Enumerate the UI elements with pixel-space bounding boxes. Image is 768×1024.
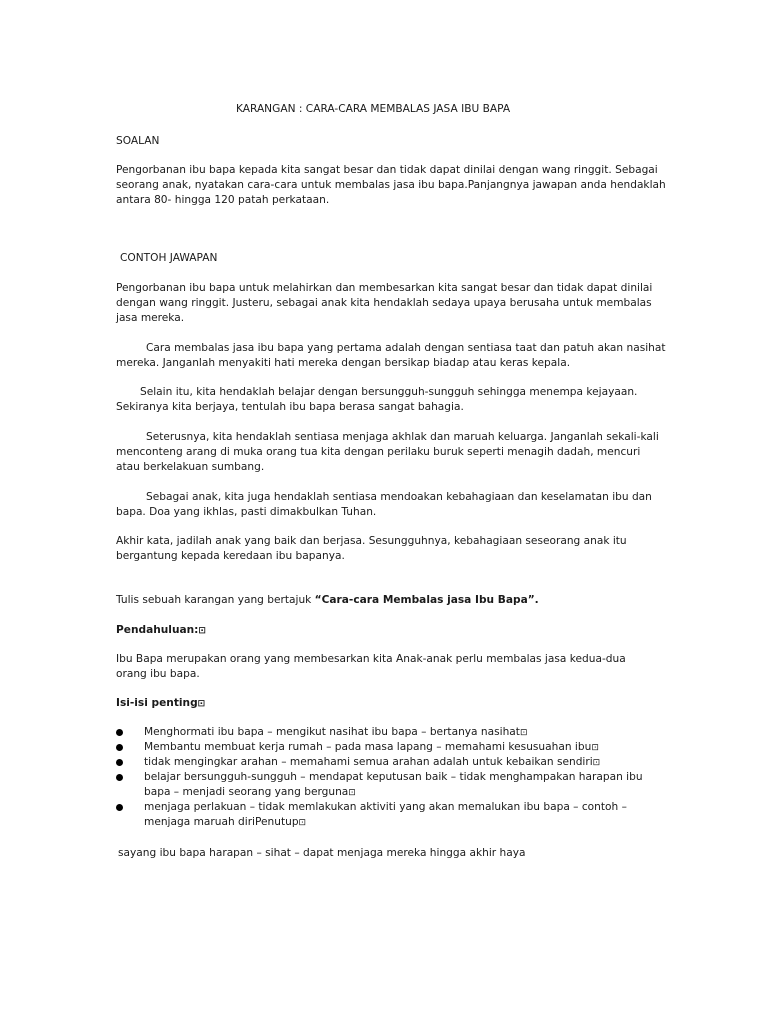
bullet-dot-icon — [116, 804, 123, 811]
paragraph-line: Akhir kata, jadilah anak yang baik dan berjasa. Sesungguhnya, kebahagiaan seseorang anak itu — [116, 535, 627, 547]
paragraph-line: Selain itu, kita hendaklah belajar dengan bersungguh-sungguh sehingga menempa kejayaan. — [140, 386, 638, 398]
soalan-heading: SOALAN — [116, 135, 160, 147]
soalan-line: Pengorbanan ibu bapa kepada kita sangat besar dan tidak dapat dinilai dengan wang ringgit. Sebagai — [116, 164, 658, 176]
isi-heading — [116, 696, 205, 712]
tulis-prefix: Tulis sebuah karangan yang bertajuk — [116, 594, 315, 606]
box-glyph-icon: ⊡ — [519, 728, 528, 738]
paragraph-line: Seterusnya, kita hendaklah sentiasa menjaga akhlak dan maruah keluarga. Janganlah sekali-kali — [146, 431, 659, 443]
paragraph-line: Sekiranya kita berjaya, tentulah ibu bapa berasa sangat bahagia. — [116, 401, 464, 413]
pendahuluan-line: orang ibu bapa. — [116, 668, 200, 680]
paragraph-line: menconteng arang di muka orang tua kita dengan perilaku buruk seperti menagih dadah, mencuri — [116, 446, 641, 458]
paragraph-line: dengan wang ringgit. Justeru, sebagai anak kita hendaklah sedaya upaya berusaha untuk membalas — [116, 297, 652, 309]
box-glyph-icon: ⊡ — [591, 743, 599, 753]
soalan-line: antara 80- hingga 120 patah perkataan. — [116, 194, 330, 206]
paragraph-line: jasa mereka. — [116, 312, 185, 324]
list-item: tidak mengingkar arahan – memahami semua arahan adalah untuk kebaikan sendiri⊡ — [144, 756, 601, 768]
paragraph-line: Pengorbanan ibu bapa untuk melahirkan dan membesarkan kita sangat besar dan tidak dapat dinilai — [116, 282, 653, 294]
paragraph-line: Cara membalas jasa ibu bapa yang pertama adalah dengan sentiasa taat dan patuh akan nasihat — [146, 342, 666, 354]
document-title: KARANGAN : CARA-CARA MEMBALAS JASA IBU BAPA — [236, 103, 511, 115]
list-item: belajar bersungguh-sungguh – mendapat keputusan baik – tidak menghampakan harapan ibu — [144, 771, 643, 783]
tulis-title: “Cara-cara Membalas jasa Ibu Bapa”. — [314, 594, 539, 606]
tulis-line — [116, 593, 539, 608]
list-item: Menghormati ibu bapa – mengikut nasihat ibu bapa – bertanya nasihat⊡ — [144, 726, 528, 738]
box-glyph-icon: ⊡ — [197, 699, 206, 709]
box-glyph-icon: ⊡ — [198, 626, 206, 636]
closing-line: sayang ibu bapa harapan – sihat – dapat menjaga mereka hingga akhir haya — [118, 847, 526, 859]
list-item: Membantu membuat kerja rumah – pada masa lapang – memahami kesusuahan ibu⊡ — [144, 741, 599, 753]
list-item-continuation: bapa – menjadi seorang yang berguna⊡ — [144, 786, 356, 798]
bullet-dot-icon — [116, 729, 123, 736]
contoh-heading: CONTOH JAWAPAN — [120, 252, 218, 264]
bullet-dot-icon — [116, 744, 123, 751]
paragraph-line: Sebagai anak, kita juga hendaklah sentiasa mendoakan kebahagiaan dan keselamatan ibu dan — [146, 491, 652, 503]
list-item-continuation: menjaga maruah diriPenutup⊡ — [144, 816, 307, 828]
soalan-line: seorang anak, nyatakan cara-cara untuk membalas jasa ibu bapa.Panjangnya jawapan anda hendaklah — [116, 179, 666, 191]
pendahuluan-label: Pendahuluan: — [116, 624, 199, 636]
pendahuluan-text: Ibu Bapa merupakan orang yang membesarkan kita Anak-anak perlu membalas jasa kedua-dua — [116, 653, 626, 665]
paragraph-line: bapa. Doa yang ikhlas, pasti dimakbulkan Tuhan. — [116, 506, 377, 518]
box-glyph-icon: ⊡ — [298, 818, 307, 828]
paragraph-line: atau berkelakuan sumbang. — [116, 461, 265, 473]
bullet-dot-icon — [116, 774, 123, 781]
list-item: menjaga perlakuan – tidak memlakukan aktiviti yang akan memalukan ibu bapa – contoh – — [144, 801, 627, 813]
box-glyph-icon: ⊡ — [348, 788, 356, 798]
pendahuluan-heading — [116, 623, 206, 639]
isi-label: Isi-isi penting — [116, 697, 198, 709]
bullet-dot-icon — [116, 759, 123, 766]
paragraph-line: mereka. Janganlah menyakiti hati mereka dengan bersikap biadap atau keras kepala. — [116, 357, 571, 369]
pendahuluan-line — [116, 652, 626, 667]
paragraph-line: bergantung kepada keredaan ibu bapanya. — [116, 550, 345, 562]
box-glyph-icon: ⊡ — [592, 758, 601, 768]
